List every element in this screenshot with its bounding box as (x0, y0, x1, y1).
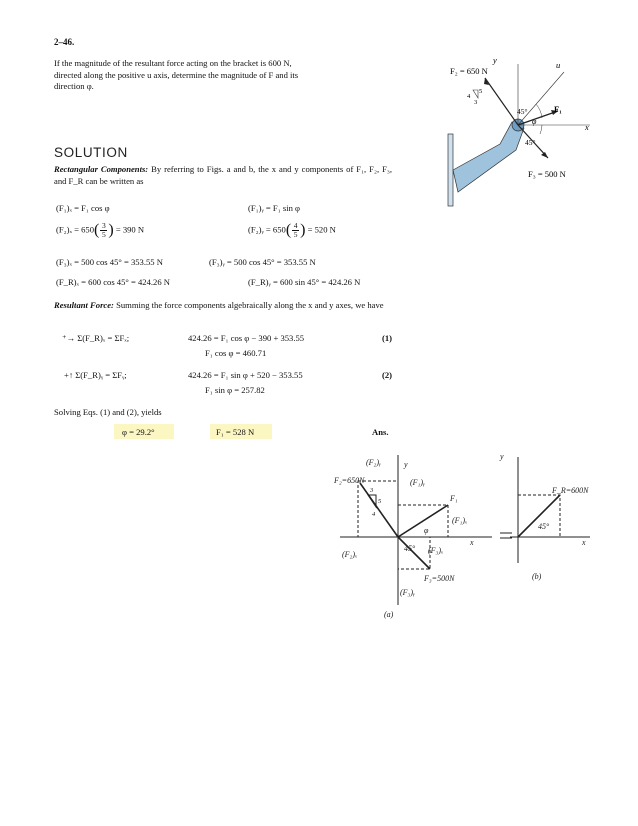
fry-equation: (F_R)ᵧ = 600 sin 45° = 424.26 N (248, 277, 361, 287)
sketch-y-label: y (404, 460, 408, 469)
equation-2-number: (2) (382, 370, 393, 380)
f2y-lhs: (F₂)ᵧ = 650 (248, 224, 286, 235)
f2-arrowhead (484, 78, 489, 85)
phi-label: φ (532, 117, 537, 126)
sketch-f1-arrow (398, 505, 448, 537)
sketch-phi-label: φ (424, 526, 429, 535)
f2y-equation: (F₂)ᵧ = 650( $\frac{4}{5}$ ) = 520 N (248, 221, 336, 239)
sketch-f1y-label: (F₁)ᵧ (410, 478, 425, 487)
frx-equation: (F_R)ₓ = 600 cos 45° = 424.26 N (56, 277, 170, 287)
sketch-fr-label: F_R=600N (552, 486, 589, 495)
sketch-label-a: (a) (384, 610, 394, 619)
f2y-fraction (292, 222, 299, 239)
bracket-body (453, 122, 524, 192)
angle-45-lower: 45° (525, 138, 536, 147)
f2y-rhs: = 520 N (307, 224, 336, 235)
resultant-force-paragraph (54, 300, 392, 312)
answer-label: Ans. (372, 427, 389, 437)
angle-45-upper: 45° (517, 107, 528, 116)
sketch-f3x-label: (F₃)ₓ (428, 546, 444, 555)
sketch-f2-label: F₂=650N (334, 476, 365, 485)
resultant-force-text: Summing the force components algebraically along the x and y axes, we have (113, 300, 384, 310)
sketch-f2y-label: (F₂)ᵧ (366, 458, 381, 467)
f2x-numerator: 3 (101, 221, 106, 230)
equation-2-line-a: 424.26 = F₁ sin φ + 520 − 353.55 (188, 370, 303, 380)
sketch-f3y-label: (F₃)ᵧ (400, 588, 415, 597)
sketch-f3-label: F₃=500N (424, 574, 455, 583)
solving-text: Solving Eqs. (1) and (2), yields (54, 407, 162, 417)
triangle-4: 4 (467, 93, 471, 100)
y-axis-label: y (493, 55, 497, 65)
triangle-5: 5 (479, 88, 483, 95)
rectangular-components-paragraph (54, 164, 392, 187)
sketch-n5: 5 (378, 498, 382, 505)
sum-x-statement: ⁺→ Σ(F_R)ₓ = ΣFₓ; (62, 333, 130, 343)
answer-f1: F₁ = 528 N (216, 427, 255, 437)
slope-triangle (473, 90, 478, 98)
sketch-45-label: 45° (404, 544, 416, 553)
f3x-equation: (F₃)ₓ = 500 cos 45° = 353.55 N (56, 257, 163, 267)
sketch-label-b: (b) (532, 572, 542, 581)
sketch-triangle (368, 495, 376, 507)
f3-label: F₃ = 500 N (528, 169, 566, 179)
equation-1-line-b: F₁ cos φ = 460.71 (205, 348, 267, 358)
f2-arrow (485, 78, 518, 125)
f1-label: F₁ (554, 104, 562, 114)
f2x-denominator: 5 (101, 230, 106, 239)
sketch-n4: 4 (372, 511, 376, 518)
u-axis-label: u (556, 60, 561, 70)
f2x-fraction (100, 222, 107, 239)
sketch-n3: 3 (370, 487, 374, 494)
problem-statement: If the magnitude of the resultant force acting on the bracket is 600 N, directed along the positive u axis, determine the magnitude of F and its direction φ. (54, 58, 299, 92)
triangle-3: 3 (474, 99, 478, 106)
answer-phi: φ = 29.2° (122, 427, 155, 437)
sketch-b-y-label: y (500, 452, 504, 461)
rectangular-components-title: Rectangular Components: (54, 164, 149, 174)
solution-heading: SOLUTION (54, 145, 128, 160)
sketch-b-45-label: 45° (538, 522, 550, 531)
x-axis-label: x (585, 122, 589, 132)
f2y-denominator: 5 (293, 230, 298, 239)
bracket-figure (440, 52, 610, 212)
angle-arc-lower (540, 125, 542, 134)
problem-number: 2–46. (54, 37, 75, 47)
resultant-force-title: Resultant Force: (54, 300, 114, 310)
f2y-numerator: 4 (293, 221, 298, 230)
sketch-f1x-label: (F₁)ₓ (452, 516, 468, 525)
wall (448, 134, 453, 206)
hand-sketch (320, 445, 620, 625)
rectangular-components-text: By referring to Figs. a and b, the x and y components of F₁, F₂, F₃, and F_R can be written as (54, 164, 392, 186)
sketch-b-x-label: x (582, 538, 586, 547)
sketch-f1-label: F₁ (450, 494, 458, 503)
sketch-x-label: x (470, 538, 474, 547)
f2x-lhs: (F₂)ₓ = 650 (56, 224, 95, 235)
angle-arc-upper (536, 104, 542, 118)
f2-label: F₂ = 650 N (450, 66, 488, 76)
sketch-f3-arrow (398, 537, 430, 569)
equation-1-line-a: 424.26 = F₁ cos φ − 390 + 353.55 (188, 333, 305, 343)
sum-y-statement: +↑ Σ(F_R)ᵧ = ΣFᵧ; (64, 370, 127, 380)
equation-1-number: (1) (382, 333, 393, 343)
f1y-equation: (F₁)ᵧ = F₁ sin φ (248, 203, 300, 213)
equation-2-line-b: F₁ sin φ = 257.82 (205, 385, 265, 395)
f1x-equation: (F₁)ₓ = F₁ cos φ (56, 203, 110, 213)
f3y-equation: (F₃)ᵧ = 500 cos 45° = 353.55 N (209, 257, 316, 267)
f3-arrowhead (541, 152, 548, 158)
f2x-rhs: = 390 N (115, 224, 145, 235)
sketch-f2-arrow (360, 483, 398, 537)
f2x-equation: (F₂)ₓ = 650( $\frac{3}{5}$ ) = 390 N (56, 221, 145, 239)
sketch-f2x-label: (F₂)ₓ (342, 550, 358, 559)
